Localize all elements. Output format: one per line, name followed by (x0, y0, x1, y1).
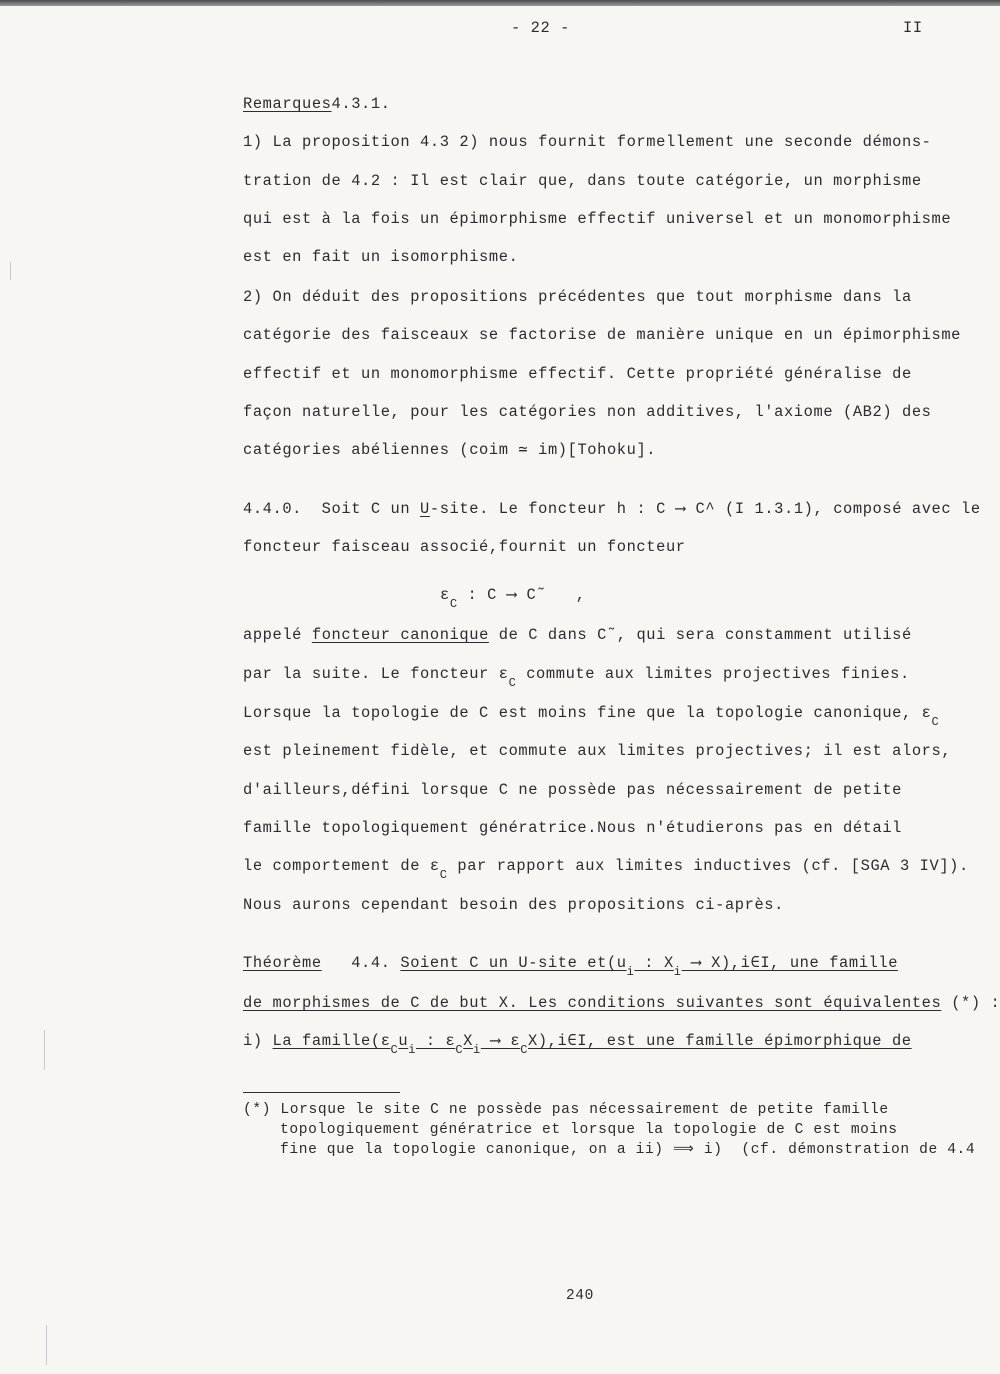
section-440-line4 (243, 664, 910, 690)
section-440-line6: est pleinement fidèle, et commute aux limites projectives; il est alors, (243, 742, 952, 760)
footnote-rule (243, 1092, 400, 1093)
theorem-label: Théorème (243, 954, 322, 972)
scan-speck (44, 1030, 45, 1070)
s440-l4-a: par la suite. Le foncteur ε (243, 665, 509, 683)
section-440-line7: d'ailleurs,défini lorsque C ne possède pas nécessairement de petite (243, 781, 903, 799)
page-number-top: - 22 - (511, 19, 571, 37)
section-440-line8: famille topologiquement génératrice.Nous n'étudierons pas en détail (243, 819, 903, 837)
remarks-number: 4.3.1. (331, 95, 391, 113)
remarks-title: Remarques (243, 95, 332, 113)
page-number-bottom: 240 (566, 1288, 594, 1304)
theorem-l3-s1: C (390, 1043, 399, 1057)
remark1-line3: qui est à la fois un épimorphisme effectif universel et un monomorphisme (243, 210, 952, 228)
formula-epsilon: ε (440, 586, 450, 604)
section-440-line1 (243, 499, 981, 519)
remark2-line4: façon naturelle, pour les catégories non additives, l'axiome (AB2) des (243, 403, 932, 421)
chapter-mark: II (903, 19, 923, 37)
s440-l3-a: appelé (243, 626, 312, 644)
s440-l9-b: par rapport aux limites inductives (cf. [SGA 3 IV]). (447, 857, 969, 875)
s440-l1-b: -site. Le foncteur h : C ⟶ C^ (I 1.3.1), composé avec le (429, 500, 981, 518)
formula-subscript: C (449, 597, 458, 611)
canonical-functor-term: foncteur canonique (311, 626, 489, 644)
formula-rest: : C ⟶ C˜ , (457, 586, 586, 604)
theorem-l3-f: ⟶ ε (480, 1032, 521, 1050)
s440-l9-a: le comportement de ε (243, 857, 440, 875)
s440-l5-sub: C (931, 715, 940, 729)
theorem-l1-b: : X (634, 954, 674, 972)
s440-l1-a: 4.4.0. Soit C un (243, 500, 421, 518)
theorem-line3 (243, 1031, 912, 1057)
theorem-l2-text: de morphismes de C de but X. Les conditions suivantes sont équivalentes (243, 994, 942, 1012)
footnote-line3: fine que la topologie canonique, on a ii) ⟹ i) (cf. démonstration de 4.4 (280, 1142, 976, 1158)
remark2-line3: effectif et un monomorphisme effectif. Cette propriété généralise de (243, 365, 912, 383)
section-440-line10: Nous aurons cependant besoin des propositions ci-après. (243, 896, 784, 914)
theorem-l3-g: X),i∈I, est une famille épimorphique de (528, 1032, 912, 1050)
top-edge-line (0, 0, 1000, 6)
section-440-line5 (243, 703, 940, 729)
s440-l5-a: Lorsque la topologie de C est moins fine que la topologie canonique, ε (243, 704, 932, 722)
theorem-line1 (243, 953, 899, 979)
theorem-l3-b: La famille(ε (272, 1032, 391, 1050)
scan-speck (10, 262, 11, 280)
s440-l3-b: de C dans C˜, qui sera constamment utilisé (488, 626, 912, 644)
formula-canonical-functor (440, 585, 586, 611)
section-440-line2: foncteur faisceau associé,fournit un foncteur (243, 538, 686, 556)
theorem-l3-a: i) (243, 1032, 273, 1050)
footnote-line1: (*) Lorsque le site C ne possède pas nécessairement de petite famille (243, 1102, 889, 1118)
theorem-l1-c: ⟶ X),i∈I, une famille (681, 954, 899, 972)
theorem-l1-sub1: i (626, 965, 635, 979)
s440-l9-sub: C (439, 868, 448, 882)
s440-l4-sub: C (508, 676, 517, 690)
theorem-number: 4.4. (351, 954, 391, 972)
remark2-line1: 2) On déduit des propositions précédentes que tout morphisme dans la (243, 288, 912, 306)
remarks-heading (243, 94, 391, 114)
remark1-line1: 1) La proposition 4.3 2) nous fournit formellement une seconde démons- (243, 133, 932, 151)
theorem-l3-s3: C (455, 1043, 464, 1057)
theorem-line2 (243, 993, 1000, 1013)
theorem-l1-sub2: i (673, 965, 682, 979)
footnote-line2: topologiquement génératrice et lorsque la topologie de C est moins (280, 1122, 898, 1138)
section-440-line9 (243, 856, 969, 882)
section-440-line3 (243, 625, 912, 645)
remark1-line2: tration de 4.2 : Il est clair que, dans toute catégorie, un morphisme (243, 172, 922, 190)
s440-l4-b: commute aux limites projectives finies. (516, 665, 910, 683)
theorem-l3-e: X (463, 1032, 474, 1050)
theorem-l3-s4: i (473, 1043, 481, 1057)
theorem-l3-s5: C (520, 1043, 529, 1057)
scan-speck (46, 1325, 47, 1365)
theorem-l1-a: Soient C un U-site et(u (400, 954, 627, 972)
theorem-l3-d: : ε (416, 1032, 456, 1050)
remark2-line2: catégorie des faisceaux se factorise de manière unique en un épimorphisme (243, 326, 962, 344)
remark2-line5: catégories abéliennes (coim ≃ im)[Tohoku]. (243, 441, 657, 459)
universe-u: U (420, 500, 430, 518)
theorem-l3-c: u (398, 1032, 409, 1050)
remark1-line4: est en fait un isomorphisme. (243, 248, 519, 266)
footnote-marker: (*) : (941, 994, 1000, 1012)
theorem-l3-s2: i (408, 1043, 417, 1057)
